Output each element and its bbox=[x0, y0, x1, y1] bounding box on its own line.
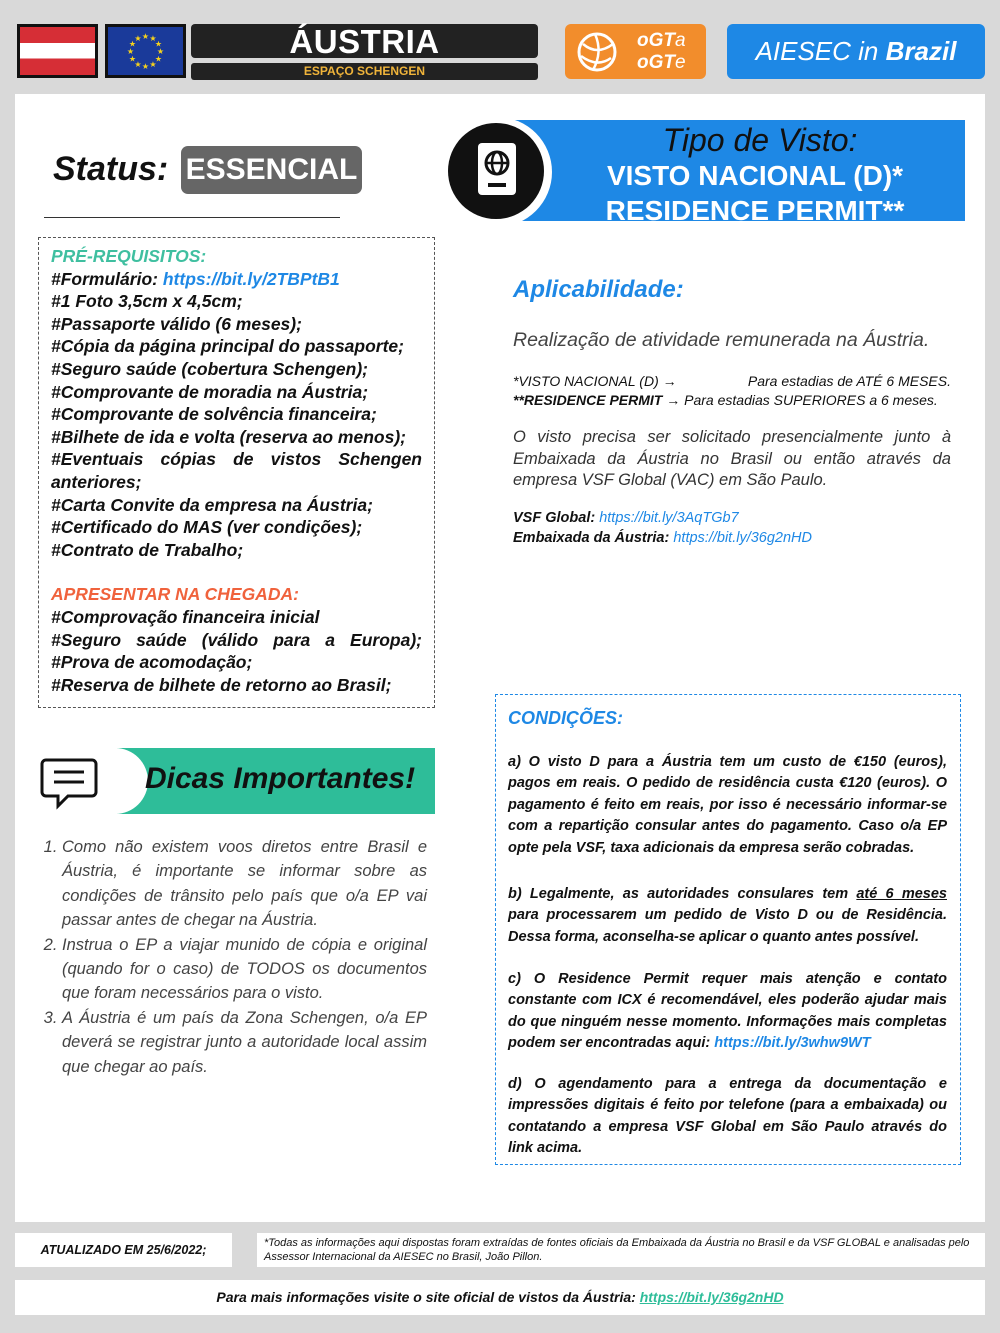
zone-label: ESPAÇO SCHENGEN bbox=[191, 63, 538, 80]
aplic-links: VSF Global: https://bit.ly/3AqTGb7 Embaixada da Áustria: https://bit.ly/36g2nHD bbox=[513, 510, 812, 546]
prereq-item: #Seguro saúde (cobertura Schengen); bbox=[51, 358, 369, 379]
conditions-title: CONDIÇÕES: bbox=[508, 708, 624, 728]
condition-c: c) O Residence Permit requer mais atenção e contato constante com ICX é recomendável, eles poderão ajudar mais do que ninguém nesse momento. Informações mais completas podem ser encontradas aqui: https://bit.ly/3whw9WT bbox=[508, 971, 947, 1052]
austria-flag bbox=[17, 24, 98, 78]
eu-star: ★ bbox=[128, 54, 137, 64]
visa-title: Tipo de Visto: bbox=[662, 122, 858, 158]
prereq-item: #Carta Convite da empresa na Áustria; bbox=[51, 494, 373, 515]
prereq-item: #1 Foto 3,5cm x 4,5cm; bbox=[51, 291, 243, 312]
dica-item: 2. Instrua o EP a viajar munido de cópia e original (quando for o caso) de TODOS os documentos que foram necessários para o visto. bbox=[62, 933, 427, 1006]
prereq-item: #Comprovante de solvência financeira; bbox=[51, 404, 377, 425]
arrival-item: #Reserva de bilhete de retorno ao Brasil; bbox=[51, 674, 392, 695]
prereq-item: #Comprovante de moradia na Áustria; bbox=[51, 381, 369, 402]
vsf-link[interactable]: https://bit.ly/3AqTGb7 bbox=[599, 510, 739, 526]
prereq-heading: PRÉ-REQUISITOS: bbox=[51, 246, 207, 266]
status-label: Status: bbox=[53, 150, 169, 188]
updated-date: ATUALIZADO EM 25/6/2022; bbox=[15, 1233, 232, 1267]
embassy-link[interactable]: https://bit.ly/36g2nHD bbox=[673, 529, 812, 546]
eu-flag bbox=[105, 24, 186, 78]
prereq-item: #Contrato de Trabalho; bbox=[51, 539, 244, 560]
aplic-paragraph: O visto precisa ser solicitado presencialmente junto à Embaixada da Áustria no Brasil ou então através da empresa VSF Global (VAC) em São Paulo. bbox=[513, 428, 951, 489]
arrival-heading: APRESENTAR NA CHEGADA: bbox=[51, 584, 299, 605]
condition-a: a) O visto D para a Áustria tem um custo de €150 (euros), pagos em reais. O pedido de residência custa €120 (euros). O pagamento é feito em reais, por isso é necessário informar-se com a repartição consular antes do pagamento. Caso o/a EP opte pela VSF, taxa adicionais da empresa serão cobradas. bbox=[508, 754, 947, 856]
eu-star: ★ bbox=[134, 34, 142, 44]
eu-star: ★ bbox=[141, 62, 150, 71]
eu-star: ★ bbox=[156, 47, 165, 56]
icx-link[interactable]: https://bit.ly/3whw9WT bbox=[714, 1035, 871, 1052]
prereq-item: #Cópia da página principal do passaporte; bbox=[51, 336, 404, 357]
arrival-item: #Seguro saúde (válido para a Europa); #Prova de acomodação; bbox=[51, 629, 422, 673]
prereq-item: #Certificado do MAS (ver condições); bbox=[51, 517, 363, 538]
passport-icon bbox=[448, 123, 544, 219]
prereq-content bbox=[51, 245, 422, 696]
dica-item: 1. Como não existem voos diretos entre Brasil e Áustria, é importante se informar sobre as condições de trânsito pelo país que o/a EP vai passar antes de chegar na Áustria. bbox=[62, 835, 427, 933]
official-site-link[interactable]: https://bit.ly/36g2nHD bbox=[639, 1289, 784, 1305]
globe-icon bbox=[575, 30, 619, 74]
divider bbox=[44, 217, 340, 218]
org-badge: AIESEC in Brazil bbox=[727, 24, 985, 79]
visa-type-1: VISTO NACIONAL (D)* bbox=[606, 160, 904, 191]
source-note: *Todas as informações aqui dispostas foram extraídas de fontes oficiais da Embaixada da Áustria no Brasil e da VSF GLOBAL e analisadas pelo Assessor Internacional da AIESEC no Brasil, João Pillon. bbox=[257, 1233, 985, 1267]
status-badge: ESSENCIAL bbox=[181, 146, 362, 194]
ogt-text: oGTa oGTe bbox=[637, 30, 686, 73]
aplic-text: Realização de atividade remunerada na Áustria. bbox=[513, 329, 930, 351]
visa-type-2: RESIDENCE PERMIT** bbox=[605, 195, 905, 221]
prereq-item: #Eventuais cópias de vistos Schengen anteriores; bbox=[51, 449, 422, 492]
eu-star: ★ bbox=[141, 32, 150, 41]
more-info: Para mais informações visite o site oficial de vistos da Áustria: https://bit.ly/36g2nHD bbox=[15, 1280, 985, 1315]
condition-d: d) O agendamento para a entrega da documentação e impressões digitais é feito por telefone (para a embaixada) ou contatando a empresa VSF Global em São Paulo através do link acima. bbox=[508, 1076, 947, 1157]
dica-item: 3. A Áustria é um país da Zona Schengen, o/a EP deverá se registrar junto a autoridade local assim que chegar ao país. bbox=[62, 1006, 427, 1079]
prereq-item: #Bilhete de ida e volta (reserva ao menos); bbox=[51, 426, 406, 447]
eu-star: ★ bbox=[126, 47, 135, 56]
prereq-item: #Passaporte válido (6 meses); bbox=[51, 313, 302, 334]
eu-star: ★ bbox=[149, 34, 157, 44]
ogt-badge bbox=[565, 24, 706, 79]
eu-star: ★ bbox=[134, 59, 142, 69]
chat-icon bbox=[32, 738, 122, 828]
arrival-item: #Comprovação financeira inicial bbox=[51, 606, 320, 627]
country-title: ÁUSTRIA bbox=[191, 24, 538, 58]
dicas-list bbox=[47, 835, 427, 1079]
dicas-title: Dicas Importantes! bbox=[145, 762, 416, 795]
condition-b: b) Legalmente, as autoridades consulares tem até 6 meses para processarem um pedido de Visto D ou de Residência. Dessa forma, aconselha-se aplicar o quanto antes possível. bbox=[508, 886, 947, 945]
eu-star: ★ bbox=[154, 39, 163, 49]
eu-star: ★ bbox=[149, 59, 157, 69]
aplic-notes: *VISTO NACIONAL (D) → Para estadias de ATÉ 6 MESES. **RESIDENCE PERMIT → Para estadias SUPERIORES a 6 meses. bbox=[513, 373, 951, 408]
eu-star: ★ bbox=[154, 54, 163, 64]
eu-star: ★ bbox=[128, 39, 137, 49]
form-link[interactable]: https://bit.ly/2TBPtB1 bbox=[162, 268, 340, 289]
prereq-form: #Formulário: https://bit.ly/2TBPtB1 bbox=[51, 268, 340, 289]
aplic-title: Aplicabilidade: bbox=[513, 276, 684, 303]
